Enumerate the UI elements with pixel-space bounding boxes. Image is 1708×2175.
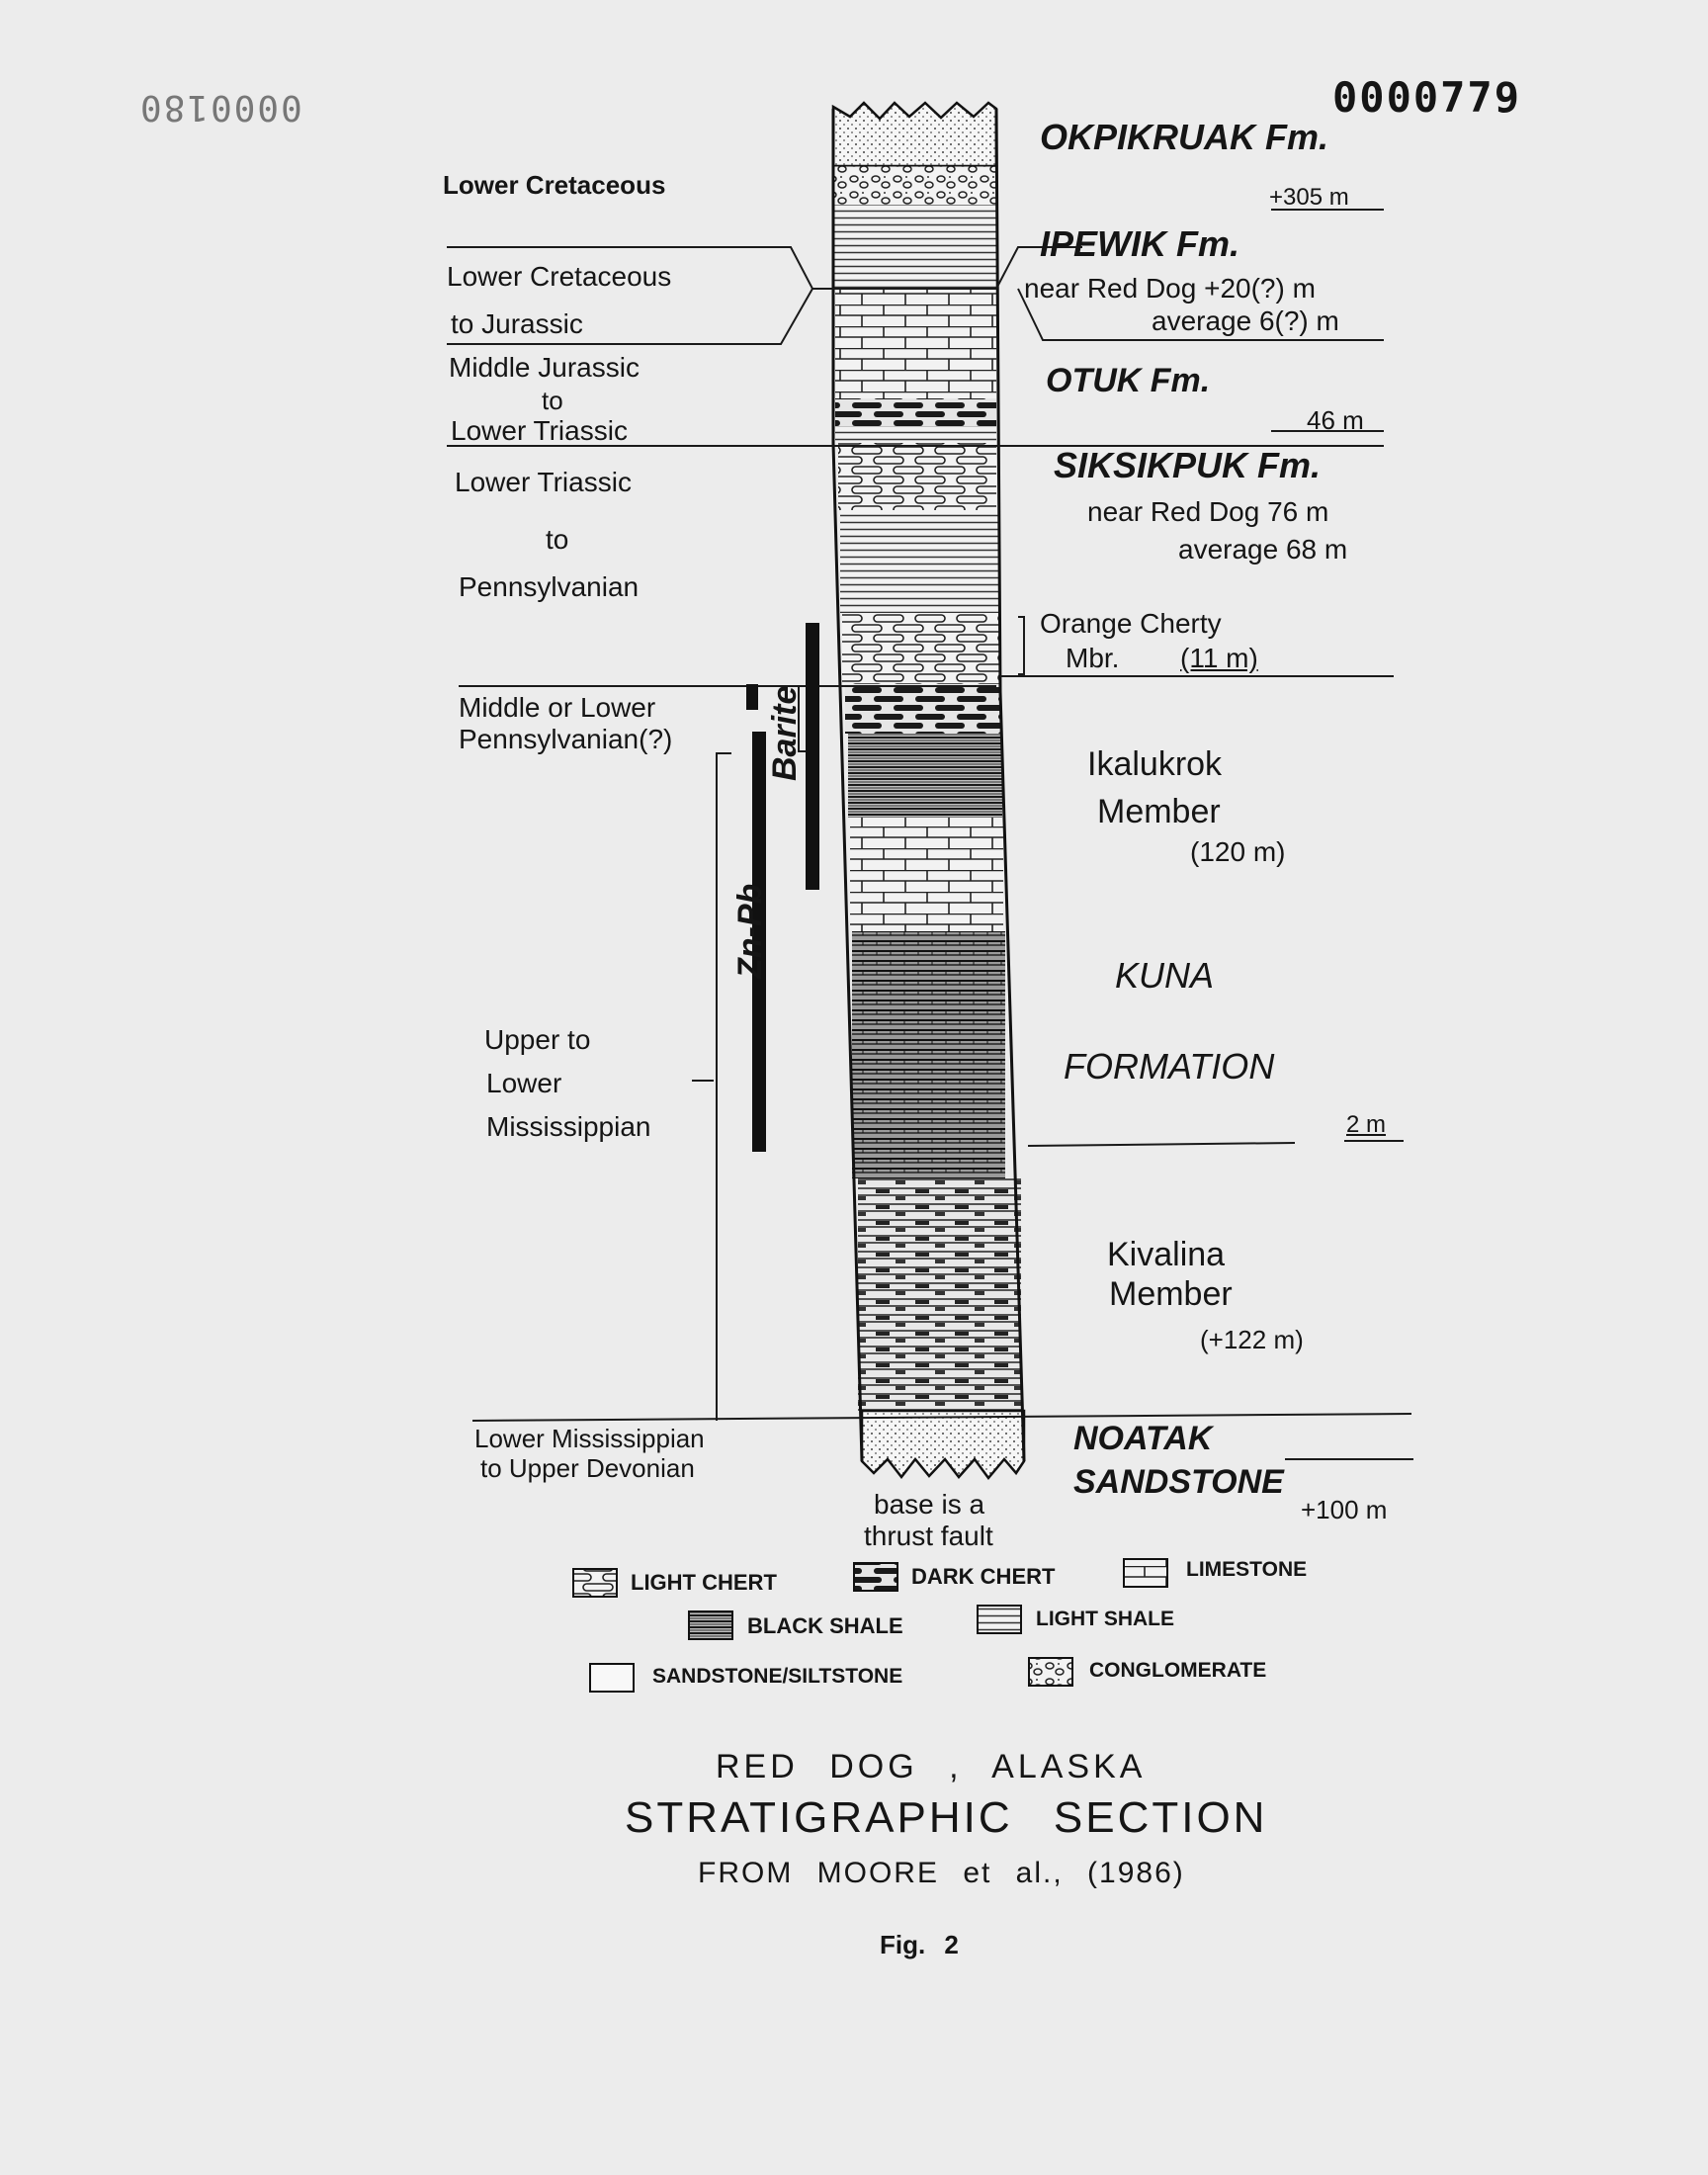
ipewik-average-thickness: average 6(?) m bbox=[1152, 305, 1339, 336]
kuna-label-line2: FORMATION bbox=[1064, 1046, 1275, 1087]
kuna-thickness: 2 m bbox=[1346, 1111, 1387, 1138]
age-middle-jurassic-line3: Lower Triassic bbox=[451, 415, 628, 446]
ikalukrok-shale bbox=[848, 734, 1002, 818]
limestone-swatch bbox=[1124, 1559, 1167, 1587]
light-shale-swatch bbox=[978, 1606, 1021, 1633]
noatak-sandstone-unit bbox=[862, 1411, 1024, 1478]
orange-cherty-thickness: (11 m) bbox=[1180, 643, 1258, 673]
otuk-thickness: 46 m bbox=[1307, 405, 1364, 435]
dark-chert-swatch bbox=[854, 1563, 897, 1591]
kivalina-label-line1: Kivalina bbox=[1107, 1236, 1226, 1273]
figure-number: Fig. 2 bbox=[880, 1930, 959, 1959]
age-upper-mississippian-line3: Mississippian bbox=[486, 1111, 651, 1142]
sandstone-swatch bbox=[590, 1664, 634, 1692]
age-middle-pennsylvanian-line1: Middle or Lower bbox=[459, 692, 656, 723]
siksikpuk-chert bbox=[838, 443, 996, 510]
age-lower-cretaceous-jurassic-line1: Lower Cretaceous bbox=[447, 261, 672, 292]
kuna-label-line1: KUNA bbox=[1115, 955, 1215, 996]
age-middle-jurassic-line1: Middle Jurassic bbox=[449, 352, 640, 383]
ipewik-shale bbox=[833, 206, 996, 290]
age-middle-jurassic-line2: to bbox=[542, 386, 563, 415]
orange-cherty-dark-chert bbox=[845, 684, 1000, 734]
siksikpuk-chert-lower bbox=[842, 613, 1000, 684]
barite-bar bbox=[806, 623, 819, 890]
age-lower-triassic-line1: Lower Triassic bbox=[455, 467, 632, 497]
age-lower-triassic-line3: Pennsylvanian bbox=[459, 571, 640, 602]
doc-number-right: 0000779 bbox=[1332, 73, 1522, 122]
legend-dark-chert-label: DARK CHERT bbox=[911, 1564, 1056, 1589]
legend-light-shale-label: LIGHT SHALE bbox=[1036, 1608, 1174, 1630]
okpikruak-label: OKPIKRUAK Fm. bbox=[1040, 117, 1329, 157]
legend-conglomerate-label: CONGLOMERATE bbox=[1089, 1659, 1267, 1682]
kuna-black-shale bbox=[852, 931, 1005, 1178]
siksikpuk-average-thickness: average 68 m bbox=[1178, 534, 1348, 565]
ipewik-label: IPEWIK Fm. bbox=[1040, 223, 1240, 264]
ikalukrok-limestone bbox=[850, 818, 1003, 931]
noatak-label-line1: NOATAK bbox=[1073, 1420, 1213, 1457]
ipewik-red-dog-thickness: near Red Dog +20(?) m bbox=[1024, 273, 1316, 304]
legend-black-shale-label: BLACK SHALE bbox=[747, 1613, 903, 1638]
light-chert-swatch bbox=[573, 1569, 617, 1597]
age-lower-mississippian-line1: Lower Mississippian bbox=[474, 1424, 705, 1453]
age-middle-pennsylvanian-line2: Pennsylvanian(?) bbox=[459, 724, 673, 754]
legend-limestone-label: LIMESTONE bbox=[1186, 1558, 1308, 1581]
kivalina-thickness: (+122 m) bbox=[1200, 1325, 1304, 1354]
orange-cherty-label-line2: Mbr. bbox=[1066, 643, 1120, 673]
base-note-line2: thrust fault bbox=[864, 1521, 993, 1551]
barite-label: Barite bbox=[766, 685, 804, 781]
base-note-line1: base is a bbox=[874, 1489, 985, 1520]
okpikruak-unit bbox=[833, 103, 996, 166]
siksikpuk-shale bbox=[840, 510, 998, 613]
orange-cherty-label-line1: Orange Cherty bbox=[1040, 608, 1222, 639]
kivalina-member bbox=[858, 1178, 1021, 1411]
noatak-label-line2: SANDSTONE bbox=[1073, 1463, 1284, 1501]
title-location: RED DOG , ALASKA bbox=[716, 1748, 1147, 1785]
siksikpuk-red-dog-thickness: near Red Dog 76 m bbox=[1087, 496, 1329, 527]
lithology-column bbox=[833, 103, 1024, 1478]
black-shale-swatch bbox=[689, 1611, 732, 1639]
age-upper-mississippian-line1: Upper to bbox=[484, 1024, 591, 1055]
kivalina-label-line2: Member bbox=[1109, 1275, 1233, 1313]
age-lower-mississippian-line2: to Upper Devonian bbox=[480, 1453, 695, 1483]
zn-pb-bar-upper bbox=[746, 684, 758, 710]
otuk-shale bbox=[835, 426, 996, 443]
ikalukrok-label-line2: Member bbox=[1097, 793, 1221, 830]
title-source: FROM MOORE et al., (1986) bbox=[698, 1857, 1185, 1889]
siksikpuk-label: SIKSIKPUK Fm. bbox=[1054, 445, 1322, 485]
legend-light-chert-label: LIGHT CHERT bbox=[631, 1570, 777, 1595]
ikalukrok-thickness: (120 m) bbox=[1190, 836, 1286, 867]
age-upper-mississippian-line2: Lower bbox=[486, 1068, 562, 1098]
otuk-dark-chert bbox=[835, 398, 996, 426]
conglomerate-band bbox=[833, 166, 996, 206]
noatak-thickness: +100 m bbox=[1301, 1495, 1388, 1524]
age-lower-cretaceous: Lower Cretaceous bbox=[443, 170, 666, 200]
doc-number-left: 0000180 bbox=[138, 87, 302, 128]
ikalukrok-label-line1: Ikalukrok bbox=[1087, 745, 1223, 783]
age-lower-triassic-line2: to bbox=[546, 524, 569, 555]
otuk-label: OTUK Fm. bbox=[1046, 362, 1211, 399]
zn-pb-label: Zn-Pb bbox=[731, 883, 769, 979]
otuk-limestone bbox=[835, 290, 996, 398]
age-lower-cretaceous-jurassic-line2: to Jurassic bbox=[451, 308, 583, 339]
conglomerate-swatch bbox=[1029, 1658, 1072, 1686]
legend-sandstone-label: SANDSTONE/SILTSTONE bbox=[652, 1665, 903, 1688]
title-main: STRATIGRAPHIC SECTION bbox=[625, 1793, 1268, 1842]
okpikruak-thickness: +305 m bbox=[1269, 184, 1349, 211]
